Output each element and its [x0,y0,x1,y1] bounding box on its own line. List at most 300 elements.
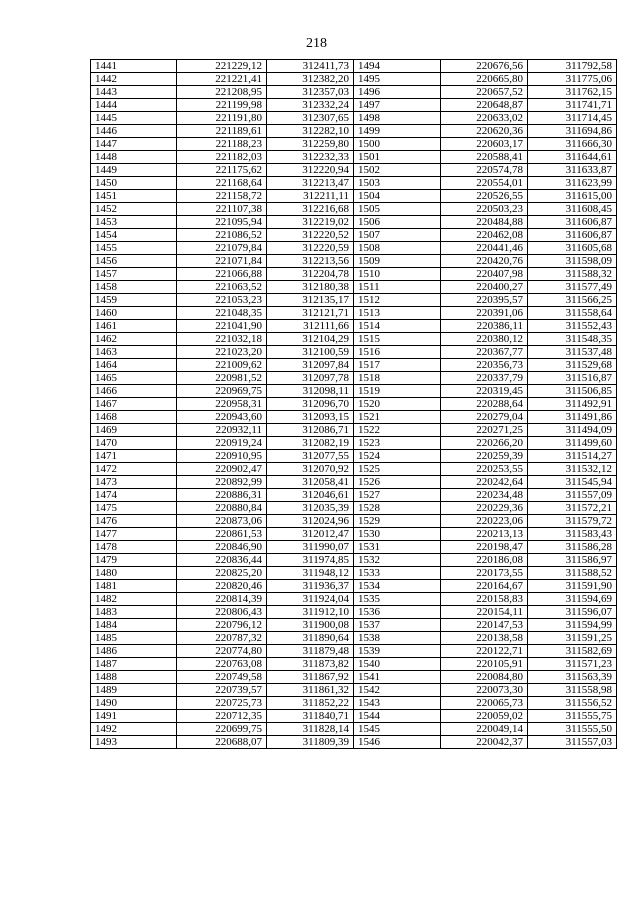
point-number-cell: 1485 [91,632,177,645]
table-row [91,294,617,307]
point-number-cell: 1494 [354,60,441,73]
table-row [91,606,617,619]
y-coordinate-cell: 311792,58 [528,60,617,73]
point-number-cell: 1466 [91,385,177,398]
x-coordinate-cell: 220633,02 [441,112,528,125]
point-number-cell: 1538 [354,632,441,645]
point-number-cell: 1528 [354,502,441,515]
point-number-cell: 1463 [91,346,177,359]
x-coordinate-cell: 220420,76 [441,255,528,268]
x-coordinate-cell: 220319,45 [441,385,528,398]
y-coordinate-cell: 311555,75 [528,710,617,723]
table-row [91,86,617,99]
y-coordinate-cell: 311545,94 [528,476,617,489]
table-row [91,268,617,281]
point-number-cell: 1539 [354,645,441,658]
x-coordinate-cell: 220173,55 [441,567,528,580]
point-number-cell: 1509 [354,255,441,268]
x-coordinate-cell: 220665,80 [441,73,528,86]
point-number-cell: 1533 [354,567,441,580]
x-coordinate-cell: 220356,73 [441,359,528,372]
x-coordinate-cell: 220554,01 [441,177,528,190]
x-coordinate-cell: 221023,20 [177,346,267,359]
point-number-cell: 1468 [91,411,177,424]
point-number-cell: 1448 [91,151,177,164]
y-coordinate-cell: 311879,48 [267,645,354,658]
y-coordinate-cell: 311608,45 [528,203,617,216]
table-row [91,632,617,645]
y-coordinate-cell: 312259,80 [267,138,354,151]
x-coordinate-cell: 220688,07 [177,736,267,749]
y-coordinate-cell: 312220,94 [267,164,354,177]
point-number-cell: 1535 [354,593,441,606]
y-coordinate-cell: 311572,21 [528,502,617,515]
point-number-cell: 1545 [354,723,441,736]
table-row [91,190,617,203]
x-coordinate-cell: 221066,88 [177,268,267,281]
y-coordinate-cell: 312219,02 [267,216,354,229]
table-row [91,385,617,398]
x-coordinate-cell: 220380,12 [441,333,528,346]
table-row [91,203,617,216]
point-number-cell: 1483 [91,606,177,619]
y-coordinate-cell: 311890,64 [267,632,354,645]
x-coordinate-cell: 220164,67 [441,580,528,593]
y-coordinate-cell: 311775,06 [528,73,617,86]
y-coordinate-cell: 312096,70 [267,398,354,411]
y-coordinate-cell: 312058,41 [267,476,354,489]
x-coordinate-cell: 220648,87 [441,99,528,112]
x-coordinate-cell: 220910,95 [177,450,267,463]
y-coordinate-cell: 311605,68 [528,242,617,255]
point-number-cell: 1500 [354,138,441,151]
point-number-cell: 1489 [91,684,177,697]
y-coordinate-cell: 312220,59 [267,242,354,255]
y-coordinate-cell: 312077,55 [267,450,354,463]
table-row [91,645,617,658]
point-number-cell: 1496 [354,86,441,99]
x-coordinate-cell: 220122,71 [441,645,528,658]
y-coordinate-cell: 312012,47 [267,528,354,541]
point-number-cell: 1469 [91,424,177,437]
x-coordinate-cell: 220588,41 [441,151,528,164]
table-row [91,333,617,346]
table-row [91,658,617,671]
y-coordinate-cell: 311588,32 [528,268,617,281]
point-number-cell: 1522 [354,424,441,437]
point-number-cell: 1477 [91,528,177,541]
table-row [91,424,617,437]
x-coordinate-cell: 220234,48 [441,489,528,502]
point-number-cell: 1540 [354,658,441,671]
point-number-cell: 1530 [354,528,441,541]
x-coordinate-cell: 220441,46 [441,242,528,255]
table-row [91,99,617,112]
x-coordinate-cell: 220820,46 [177,580,267,593]
x-coordinate-cell: 220391,06 [441,307,528,320]
table-row [91,541,617,554]
x-coordinate-cell: 221107,38 [177,203,267,216]
y-coordinate-cell: 311591,25 [528,632,617,645]
y-coordinate-cell: 311714,45 [528,112,617,125]
x-coordinate-cell: 220699,75 [177,723,267,736]
x-coordinate-cell: 220836,44 [177,554,267,567]
x-coordinate-cell: 220774,80 [177,645,267,658]
point-number-cell: 1455 [91,242,177,255]
y-coordinate-cell: 312097,78 [267,372,354,385]
y-coordinate-cell: 311494,09 [528,424,617,437]
y-coordinate-cell: 311558,98 [528,684,617,697]
point-number-cell: 1444 [91,99,177,112]
y-coordinate-cell: 311924,04 [267,593,354,606]
table-row [91,164,617,177]
point-number-cell: 1501 [354,151,441,164]
x-coordinate-cell: 220105,91 [441,658,528,671]
x-coordinate-cell: 221079,84 [177,242,267,255]
x-coordinate-cell: 220386,11 [441,320,528,333]
y-coordinate-cell: 311762,15 [528,86,617,99]
y-coordinate-cell: 312382,20 [267,73,354,86]
y-coordinate-cell: 311514,27 [528,450,617,463]
y-coordinate-cell: 311974,85 [267,554,354,567]
y-coordinate-cell: 311583,43 [528,528,617,541]
point-number-cell: 1503 [354,177,441,190]
table-row [91,619,617,632]
x-coordinate-cell: 220814,39 [177,593,267,606]
table-row [91,229,617,242]
point-number-cell: 1456 [91,255,177,268]
x-coordinate-cell: 221189,61 [177,125,267,138]
point-number-cell: 1481 [91,580,177,593]
x-coordinate-cell: 220725,73 [177,697,267,710]
y-coordinate-cell: 311491,86 [528,411,617,424]
x-coordinate-cell: 220223,06 [441,515,528,528]
x-coordinate-cell: 220042,37 [441,736,528,749]
x-coordinate-cell: 221229,12 [177,60,267,73]
x-coordinate-cell: 220154,11 [441,606,528,619]
table-row [91,450,617,463]
x-coordinate-cell: 220395,57 [441,294,528,307]
coordinates-table-body [91,60,617,749]
y-coordinate-cell: 312232,33 [267,151,354,164]
point-number-cell: 1474 [91,489,177,502]
y-coordinate-cell: 311563,39 [528,671,617,684]
point-number-cell: 1447 [91,138,177,151]
point-number-cell: 1541 [354,671,441,684]
point-number-cell: 1471 [91,450,177,463]
point-number-cell: 1458 [91,281,177,294]
y-coordinate-cell: 311936,37 [267,580,354,593]
y-coordinate-cell: 312046,61 [267,489,354,502]
x-coordinate-cell: 221168,64 [177,177,267,190]
x-coordinate-cell: 220943,60 [177,411,267,424]
point-number-cell: 1519 [354,385,441,398]
point-number-cell: 1516 [354,346,441,359]
y-coordinate-cell: 312411,73 [267,60,354,73]
y-coordinate-cell: 312097,84 [267,359,354,372]
y-coordinate-cell: 312213,47 [267,177,354,190]
point-number-cell: 1460 [91,307,177,320]
point-number-cell: 1511 [354,281,441,294]
table-row [91,177,617,190]
table-row [91,671,617,684]
point-number-cell: 1514 [354,320,441,333]
x-coordinate-cell: 221041,90 [177,320,267,333]
y-coordinate-cell: 311861,32 [267,684,354,697]
y-coordinate-cell: 311532,12 [528,463,617,476]
x-coordinate-cell: 220084,80 [441,671,528,684]
x-coordinate-cell: 221182,03 [177,151,267,164]
x-coordinate-cell: 221221,41 [177,73,267,86]
y-coordinate-cell: 312332,24 [267,99,354,112]
y-coordinate-cell: 312100,59 [267,346,354,359]
y-coordinate-cell: 311606,87 [528,216,617,229]
table-row [91,281,617,294]
y-coordinate-cell: 312024,96 [267,515,354,528]
x-coordinate-cell: 220138,58 [441,632,528,645]
y-coordinate-cell: 311666,30 [528,138,617,151]
x-coordinate-cell: 220462,08 [441,229,528,242]
point-number-cell: 1442 [91,73,177,86]
point-number-cell: 1529 [354,515,441,528]
point-number-cell: 1510 [354,268,441,281]
point-number-cell: 1467 [91,398,177,411]
x-coordinate-cell: 220367,77 [441,346,528,359]
y-coordinate-cell: 311867,92 [267,671,354,684]
point-number-cell: 1515 [354,333,441,346]
x-coordinate-cell: 220603,17 [441,138,528,151]
x-coordinate-cell: 221158,72 [177,190,267,203]
y-coordinate-cell: 312035,39 [267,502,354,515]
x-coordinate-cell: 220902,47 [177,463,267,476]
x-coordinate-cell: 220266,20 [441,437,528,450]
x-coordinate-cell: 220739,57 [177,684,267,697]
point-number-cell: 1534 [354,580,441,593]
point-number-cell: 1476 [91,515,177,528]
x-coordinate-cell: 220886,31 [177,489,267,502]
point-number-cell: 1518 [354,372,441,385]
y-coordinate-cell: 312204,78 [267,268,354,281]
point-number-cell: 1523 [354,437,441,450]
table-row [91,489,617,502]
y-coordinate-cell: 311598,09 [528,255,617,268]
point-number-cell: 1531 [354,541,441,554]
x-coordinate-cell: 220657,52 [441,86,528,99]
y-coordinate-cell: 311594,99 [528,619,617,632]
table-row [91,255,617,268]
point-number-cell: 1504 [354,190,441,203]
x-coordinate-cell: 220049,14 [441,723,528,736]
x-coordinate-cell: 220676,56 [441,60,528,73]
point-number-cell: 1526 [354,476,441,489]
point-number-cell: 1488 [91,671,177,684]
point-number-cell: 1490 [91,697,177,710]
table-row [91,580,617,593]
y-coordinate-cell: 311556,52 [528,697,617,710]
y-coordinate-cell: 311948,12 [267,567,354,580]
x-coordinate-cell: 221191,80 [177,112,267,125]
table-row [91,736,617,749]
y-coordinate-cell: 311852,22 [267,697,354,710]
point-number-cell: 1453 [91,216,177,229]
x-coordinate-cell: 221208,95 [177,86,267,99]
point-number-cell: 1461 [91,320,177,333]
x-coordinate-cell: 221048,35 [177,307,267,320]
x-coordinate-cell: 220861,53 [177,528,267,541]
table-row [91,554,617,567]
y-coordinate-cell: 311633,87 [528,164,617,177]
table-row [91,372,617,385]
y-coordinate-cell: 311566,25 [528,294,617,307]
point-number-cell: 1502 [354,164,441,177]
y-coordinate-cell: 311741,71 [528,99,617,112]
point-number-cell: 1480 [91,567,177,580]
x-coordinate-cell: 220073,30 [441,684,528,697]
point-number-cell: 1543 [354,697,441,710]
point-number-cell: 1443 [91,86,177,99]
x-coordinate-cell: 220932,11 [177,424,267,437]
point-number-cell: 1450 [91,177,177,190]
x-coordinate-cell: 220749,58 [177,671,267,684]
table-row [91,411,617,424]
y-coordinate-cell: 311552,43 [528,320,617,333]
point-number-cell: 1532 [354,554,441,567]
y-coordinate-cell: 311582,69 [528,645,617,658]
table-row [91,593,617,606]
y-coordinate-cell: 311586,97 [528,554,617,567]
point-number-cell: 1441 [91,60,177,73]
point-number-cell: 1452 [91,203,177,216]
table-row [91,528,617,541]
point-number-cell: 1499 [354,125,441,138]
x-coordinate-cell: 220242,64 [441,476,528,489]
y-coordinate-cell: 312216,68 [267,203,354,216]
table-row [91,710,617,723]
y-coordinate-cell: 311555,50 [528,723,617,736]
point-number-cell: 1454 [91,229,177,242]
y-coordinate-cell: 312213,56 [267,255,354,268]
point-number-cell: 1517 [354,359,441,372]
y-coordinate-cell: 311873,82 [267,658,354,671]
table-row [91,515,617,528]
y-coordinate-cell: 312104,29 [267,333,354,346]
table-row [91,307,617,320]
y-coordinate-cell: 311912,10 [267,606,354,619]
point-number-cell: 1484 [91,619,177,632]
y-coordinate-cell: 311694,86 [528,125,617,138]
x-coordinate-cell: 220787,32 [177,632,267,645]
x-coordinate-cell: 221071,84 [177,255,267,268]
point-number-cell: 1537 [354,619,441,632]
y-coordinate-cell: 312082,19 [267,437,354,450]
y-coordinate-cell: 311571,23 [528,658,617,671]
y-coordinate-cell: 312098,11 [267,385,354,398]
y-coordinate-cell: 311492,91 [528,398,617,411]
y-coordinate-cell: 312357,03 [267,86,354,99]
table-row [91,112,617,125]
x-coordinate-cell: 220213,13 [441,528,528,541]
x-coordinate-cell: 220825,20 [177,567,267,580]
x-coordinate-cell: 220796,12 [177,619,267,632]
table-row [91,437,617,450]
point-number-cell: 1491 [91,710,177,723]
point-number-cell: 1506 [354,216,441,229]
point-number-cell: 1464 [91,359,177,372]
table-row [91,138,617,151]
y-coordinate-cell: 311506,85 [528,385,617,398]
point-number-cell: 1449 [91,164,177,177]
x-coordinate-cell: 220526,55 [441,190,528,203]
table-row [91,567,617,580]
x-coordinate-cell: 220892,99 [177,476,267,489]
x-coordinate-cell: 221095,94 [177,216,267,229]
table-row [91,60,617,73]
y-coordinate-cell: 311557,09 [528,489,617,502]
point-number-cell: 1445 [91,112,177,125]
table-row [91,151,617,164]
y-coordinate-cell: 312121,71 [267,307,354,320]
x-coordinate-cell: 220484,88 [441,216,528,229]
point-number-cell: 1493 [91,736,177,749]
point-number-cell: 1479 [91,554,177,567]
y-coordinate-cell: 311537,48 [528,346,617,359]
point-number-cell: 1544 [354,710,441,723]
y-coordinate-cell: 311529,68 [528,359,617,372]
y-coordinate-cell: 312211,11 [267,190,354,203]
point-number-cell: 1495 [354,73,441,86]
point-number-cell: 1524 [354,450,441,463]
y-coordinate-cell: 311809,39 [267,736,354,749]
x-coordinate-cell: 220981,52 [177,372,267,385]
y-coordinate-cell: 311644,61 [528,151,617,164]
table-row [91,502,617,515]
y-coordinate-cell: 312111,66 [267,320,354,333]
x-coordinate-cell: 221086,52 [177,229,267,242]
point-number-cell: 1525 [354,463,441,476]
point-number-cell: 1473 [91,476,177,489]
y-coordinate-cell: 312180,38 [267,281,354,294]
point-number-cell: 1470 [91,437,177,450]
point-number-cell: 1482 [91,593,177,606]
x-coordinate-cell: 220763,08 [177,658,267,671]
y-coordinate-cell: 311548,35 [528,333,617,346]
point-number-cell: 1498 [354,112,441,125]
x-coordinate-cell: 220712,35 [177,710,267,723]
point-number-cell: 1459 [91,294,177,307]
table-row [91,73,617,86]
y-coordinate-cell: 311558,64 [528,307,617,320]
point-number-cell: 1513 [354,307,441,320]
point-number-cell: 1478 [91,541,177,554]
x-coordinate-cell: 220229,36 [441,502,528,515]
y-coordinate-cell: 311586,28 [528,541,617,554]
x-coordinate-cell: 221063,52 [177,281,267,294]
y-coordinate-cell: 312307,65 [267,112,354,125]
x-coordinate-cell: 220147,53 [441,619,528,632]
x-coordinate-cell: 220271,25 [441,424,528,437]
x-coordinate-cell: 220919,24 [177,437,267,450]
y-coordinate-cell: 311577,49 [528,281,617,294]
table-row [91,476,617,489]
x-coordinate-cell: 220158,83 [441,593,528,606]
x-coordinate-cell: 220806,43 [177,606,267,619]
x-coordinate-cell: 220279,04 [441,411,528,424]
y-coordinate-cell: 311840,71 [267,710,354,723]
x-coordinate-cell: 220259,39 [441,450,528,463]
table-row [91,398,617,411]
x-coordinate-cell: 220574,78 [441,164,528,177]
x-coordinate-cell: 220400,27 [441,281,528,294]
